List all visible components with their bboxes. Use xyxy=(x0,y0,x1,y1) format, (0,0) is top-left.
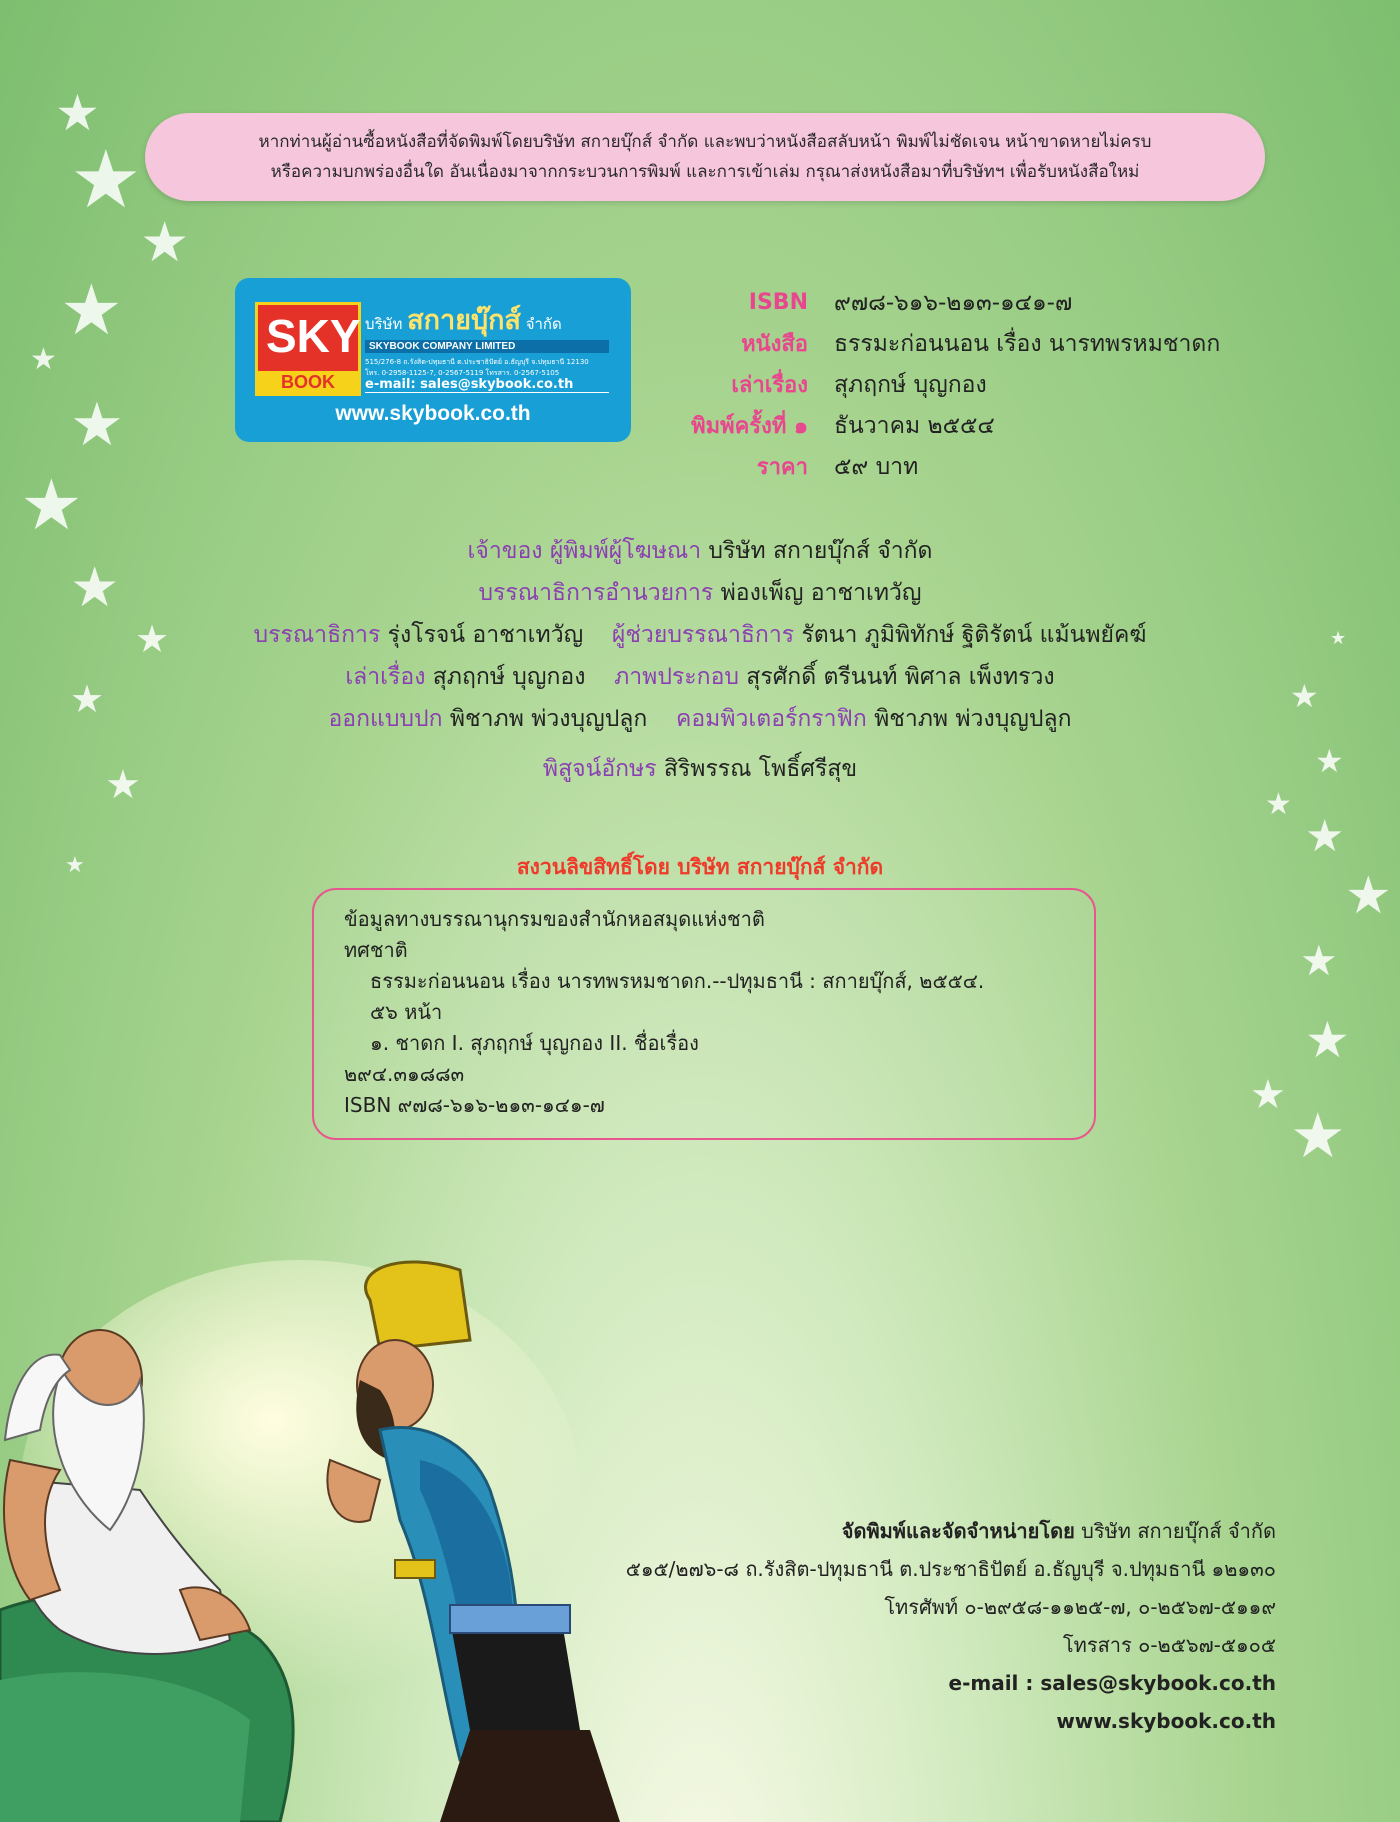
star-icon: ★ xyxy=(1265,787,1292,822)
detail-label: พิมพ์ครั้งที่ ๑ xyxy=(691,414,808,439)
publisher-address: ๕๑๕/๒๗๖-๘ ถ.รังสิต-ปทุมธานี ต.ประชาธิปัตย์ อ.ธัญบุรี จ.ปทุมธานี ๑๒๑๓๐ xyxy=(625,1557,1276,1581)
star-icon: ★ xyxy=(1345,866,1392,926)
star-icon: ★ xyxy=(1290,677,1319,715)
logo-badge-sky: SKY xyxy=(266,310,361,362)
publisher-website: www.skybook.co.th xyxy=(1056,1709,1276,1733)
logo-website: www.skybook.co.th xyxy=(335,402,531,425)
logo-company-prefix: บริษัท xyxy=(365,315,403,333)
credit-label: พิสูจน์อักษร xyxy=(542,756,657,782)
star-icon: ★ xyxy=(20,464,83,546)
cip-pages: ๕๖ หน้า xyxy=(370,1000,443,1024)
logo-company-en: SKYBOOK COMPANY LIMITED xyxy=(365,340,609,353)
publisher-distributor-label: จัดพิมพ์และจัดจำหน่ายโดย xyxy=(841,1519,1075,1543)
publisher-fax-value: ๐-๒๕๖๗-๕๑๐๕ xyxy=(1138,1633,1276,1657)
copyright-notice: สงวนลิขสิทธิ์โดย บริษัท สกายบุ๊กส์ จำกัด xyxy=(516,855,884,879)
publisher-fax xyxy=(626,1626,1276,1664)
detail-label: หนังสือ xyxy=(741,332,808,357)
credit-label: ผู้ช่วยบรรณาธิการ xyxy=(611,622,795,648)
publisher-phone xyxy=(626,1588,1276,1626)
credit-value: บริษัท สกายบุ๊กส์ จำกัด xyxy=(708,538,933,564)
detail-row xyxy=(640,282,1220,323)
star-icon: ★ xyxy=(30,342,57,377)
credit-label: คอมพิวเตอร์กราฟิก xyxy=(675,706,867,732)
notice-line-1: หากท่านผู้อ่านซื้อหนังสือที่จัดพิมพ์โดยบริษัท สกายบุ๊กส์ จำกัด และพบว่าหนังสือสลับหน้า พิมพ์ไม่ชัดเจน หน้าขาดหายไม่ครบ xyxy=(258,132,1152,152)
credit-label: บรรณาธิการ xyxy=(253,622,381,648)
credits xyxy=(0,530,1400,790)
credit-label: ภาพประกอบ xyxy=(614,664,739,690)
hermit-and-king-illustration xyxy=(0,1260,720,1822)
logo-badge xyxy=(255,302,361,396)
credit-value: พิชาภพ พ่วงบุญปลูก xyxy=(874,706,1072,732)
logo-company-main: สกายบุ๊กส์ xyxy=(407,305,521,336)
star-icon: ★ xyxy=(55,84,100,142)
credit-value: รัตนา ภูมิพิทักษ์ ฐิติรัตน์ แม้นพยัคฆ์ xyxy=(801,622,1147,648)
detail-value: ๕๙ บาท xyxy=(834,453,919,480)
cip-box xyxy=(312,888,1096,1140)
star-icon: ★ xyxy=(1305,1011,1350,1069)
logo-phone-line: โทร. 0-2958-1125-7, 0-2567-5119 โทรสาร. 0-2567-5105 xyxy=(365,369,560,377)
star-icon: ★ xyxy=(105,762,141,808)
cip-isbn: ISBN ๙๗๘-๖๑๖-๒๑๓-๑๔๑-๗ xyxy=(344,1093,605,1117)
credit-line-owner xyxy=(0,530,1400,572)
credit-value: รุ่งโรจน์ อาชาเทวัญ xyxy=(387,622,584,648)
star-icon: ★ xyxy=(1330,628,1347,649)
skybook-logo xyxy=(235,278,631,442)
detail-value: ธรรมะก่อนนอน เรื่อง นารทพรหมชาดก xyxy=(834,330,1221,357)
star-icon: ★ xyxy=(70,390,124,460)
star-icon: ★ xyxy=(1250,1072,1286,1118)
star-icon: ★ xyxy=(1315,742,1344,780)
logo-badge-book: BOOK xyxy=(258,371,358,393)
star-icon: ★ xyxy=(1290,1099,1346,1172)
credit-value: พ่องเพ็ญ อาชาเทวัญ xyxy=(720,580,922,606)
credit-line-editors xyxy=(0,614,1400,661)
cip-title: ธรรมะก่อนนอน เรื่อง นารทพรหมชาดก.--ปทุมธานี : สกายบุ๊กส์, ๒๕๕๔. xyxy=(370,969,985,993)
star-icon: ★ xyxy=(140,210,190,274)
credit-line-story xyxy=(0,656,1400,698)
publisher-distributor-value: บริษัท สกายบุ๊กส์ จำกัด xyxy=(1081,1519,1276,1543)
star-icon: ★ xyxy=(70,677,105,721)
detail-label: ราคา xyxy=(756,455,808,480)
credit-label: เจ้าของ ผู้พิมพ์ผู้โฆษณา xyxy=(467,538,702,564)
credit-line-director xyxy=(0,572,1400,614)
credit-label: เล่าเรื่อง xyxy=(345,664,426,690)
cip-classification: ๒๙๔.๓๑๘๘๓ xyxy=(344,1062,465,1086)
publisher-fax-label: โทรสาร xyxy=(1062,1633,1132,1657)
logo-address xyxy=(365,357,589,379)
logo-email: e-mail: sales@skybook.co.th xyxy=(365,377,609,393)
star-icon: ★ xyxy=(1300,936,1338,985)
star-icon: ★ xyxy=(65,853,85,878)
logo-company-suffix: จำกัด xyxy=(525,315,562,333)
publisher-phone-value: ๐-๒๙๕๘-๑๑๒๕-๗, ๐-๒๕๖๗-๕๑๑๙ xyxy=(964,1595,1276,1619)
credit-value: สุภฤกษ์ บุญกอง xyxy=(432,664,586,690)
credit-label: บรรณาธิการอำนวยการ xyxy=(478,580,714,606)
detail-value: ๙๗๘-๖๑๖-๒๑๓-๑๔๑-๗ xyxy=(834,289,1073,316)
publisher-info xyxy=(626,1512,1276,1740)
credit-line-proof xyxy=(0,748,1400,790)
logo-address-line: 515/276-8 ถ.รังสิต-ปทุมธานี ต.ประชาธิปัตย์ อ.ธัญบุรี จ.ปทุมธานี 12130 xyxy=(365,358,589,366)
logo-company-name xyxy=(365,298,562,341)
publisher-phone-label: โทรศัพท์ xyxy=(884,1595,959,1619)
star-icon: ★ xyxy=(70,555,120,619)
star-icon: ★ xyxy=(60,269,123,351)
book-details xyxy=(640,282,1220,487)
detail-value: ธันวาคม ๒๕๕๔ xyxy=(834,412,995,439)
detail-row xyxy=(640,405,1220,446)
detail-value: สุภฤกษ์ บุญกอง xyxy=(834,371,987,398)
cip-heading: ข้อมูลทางบรรณานุกรมของสำนักหอสมุดแห่งชาติ xyxy=(344,907,765,931)
credit-label: ออกแบบปก xyxy=(328,706,443,732)
detail-label: ISBN xyxy=(748,290,808,315)
cip-subjects: ๑. ชาดก I. สุภฤกษ์ บุญกอง II. ชื่อเรื่อง xyxy=(370,1031,699,1055)
detail-row xyxy=(640,364,1220,405)
credit-line-design xyxy=(0,698,1400,740)
detail-row xyxy=(640,323,1220,364)
credit-value: สิริพรรณ โพธิ์ศรีสุข xyxy=(663,756,858,782)
detail-label: เล่าเรื่อง xyxy=(731,373,808,398)
credit-value: พิชาภพ พ่วงบุญปลูก xyxy=(449,706,648,732)
detail-row xyxy=(640,446,1220,487)
cip-series: ทศชาติ xyxy=(344,938,408,962)
credit-value: สุรศักดิ์ ตรีนนท์ พิศาล เพ็งทรวง xyxy=(746,664,1055,690)
star-icon: ★ xyxy=(70,133,142,226)
notice-line-2: หรือความบกพร่องอื่นใด อันเนื่องมาจากกระบวนการพิมพ์ และการเข้าเล่ม กรุณาส่งหนังสือมาที่บริษัทฯ เพื่อรับหนังสือใหม่ xyxy=(270,162,1140,182)
defect-notice-banner xyxy=(145,113,1265,201)
publisher-distributor xyxy=(626,1512,1276,1550)
star-icon: ★ xyxy=(135,617,170,661)
star-icon: ★ xyxy=(1305,811,1345,862)
publisher-email: e-mail : sales@skybook.co.th xyxy=(948,1671,1276,1695)
